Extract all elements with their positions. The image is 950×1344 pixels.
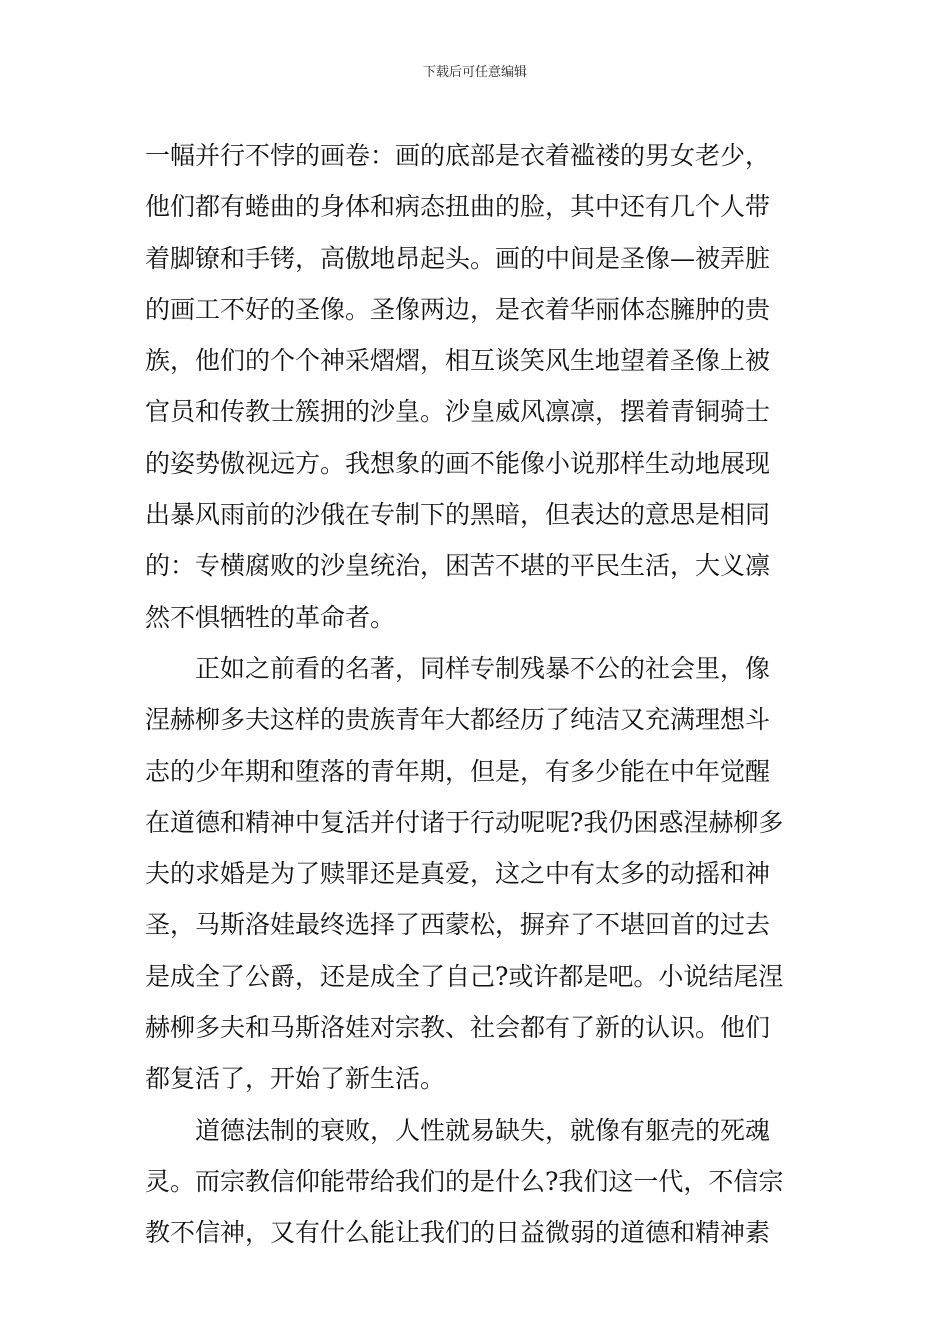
text-line: 官员和传教士簇拥的沙皇。沙皇威风凛凛，摆着青铜骑士 [145,397,771,427]
paragraph-first-line: 正如之前看的名著，同样专制残暴不公的社会里，像 [195,653,771,683]
text-line: 在道德和精神中复活并付诸于行动呢呢?我仍困惑涅赫柳多 [145,807,784,837]
text-line: 赫柳多夫和马斯洛娃对宗教、社会都有了新的认识。他们 [145,1013,771,1043]
text-line: 他们都有蜷曲的身体和病态扭曲的脸，其中还有几个人带 [145,192,771,222]
text-line: 的姿势傲视远方。我想象的画不能像小说那样生动地展现 [145,448,771,478]
text-line: 的：专横腐败的沙皇统治，困苦不堪的平民生活，大义凛 [145,551,771,581]
body-text [145,130,811,1259]
header-note: 下载后可任意编辑 [422,65,527,80]
text-line: 一幅并行不悖的画卷：画的底部是衣着褴褛的男女老少， [145,141,771,170]
text-line: 是成全了公爵，还是成全了自己?或许都是吧。小说结尾涅 [145,961,784,991]
text-line: 出暴风雨前的沙俄在专制下的黑暗，但表达的意思是相同 [145,500,771,530]
text-line: 然不惧牺牲的革命者。 [145,602,396,632]
text-line: 灵。而宗教信仰能带给我们的是什么?我们这一代，不信宗 [145,1166,784,1196]
text-line: 志的少年期和堕落的青年期，但是，有多少能在中年觉醒 [145,756,771,786]
text-line: 圣，马斯洛娃最终选择了西蒙松，摒弃了不堪回首的过去 [145,910,771,940]
text-line: 族，他们的个个神采熠熠，相互谈笑风生地望着圣像上被 [145,346,771,376]
text-line: 着脚镣和手铐，高傲地昂起头。画的中间是圣像—被弄脏 [145,243,771,273]
text-line: 的画工不好的圣像。圣像两边，是衣着华丽体态臃肿的贵 [145,294,771,324]
text-line: 都复活了，开始了新生活。 [145,1064,446,1094]
paragraph-first-line: 道德法制的衰败，人性就易缺失，就像有躯壳的死魂 [195,1115,771,1145]
text-line: 涅赫柳多夫这样的贵族青年大都经历了纯洁又充满理想斗 [145,705,771,735]
text-line: 教不信神，又有什么能让我们的日益微弱的道德和精神素 [145,1218,771,1248]
text-line: 夫的求婚是为了赎罪还是真爱，这之中有太多的动摇和神 [145,859,771,889]
